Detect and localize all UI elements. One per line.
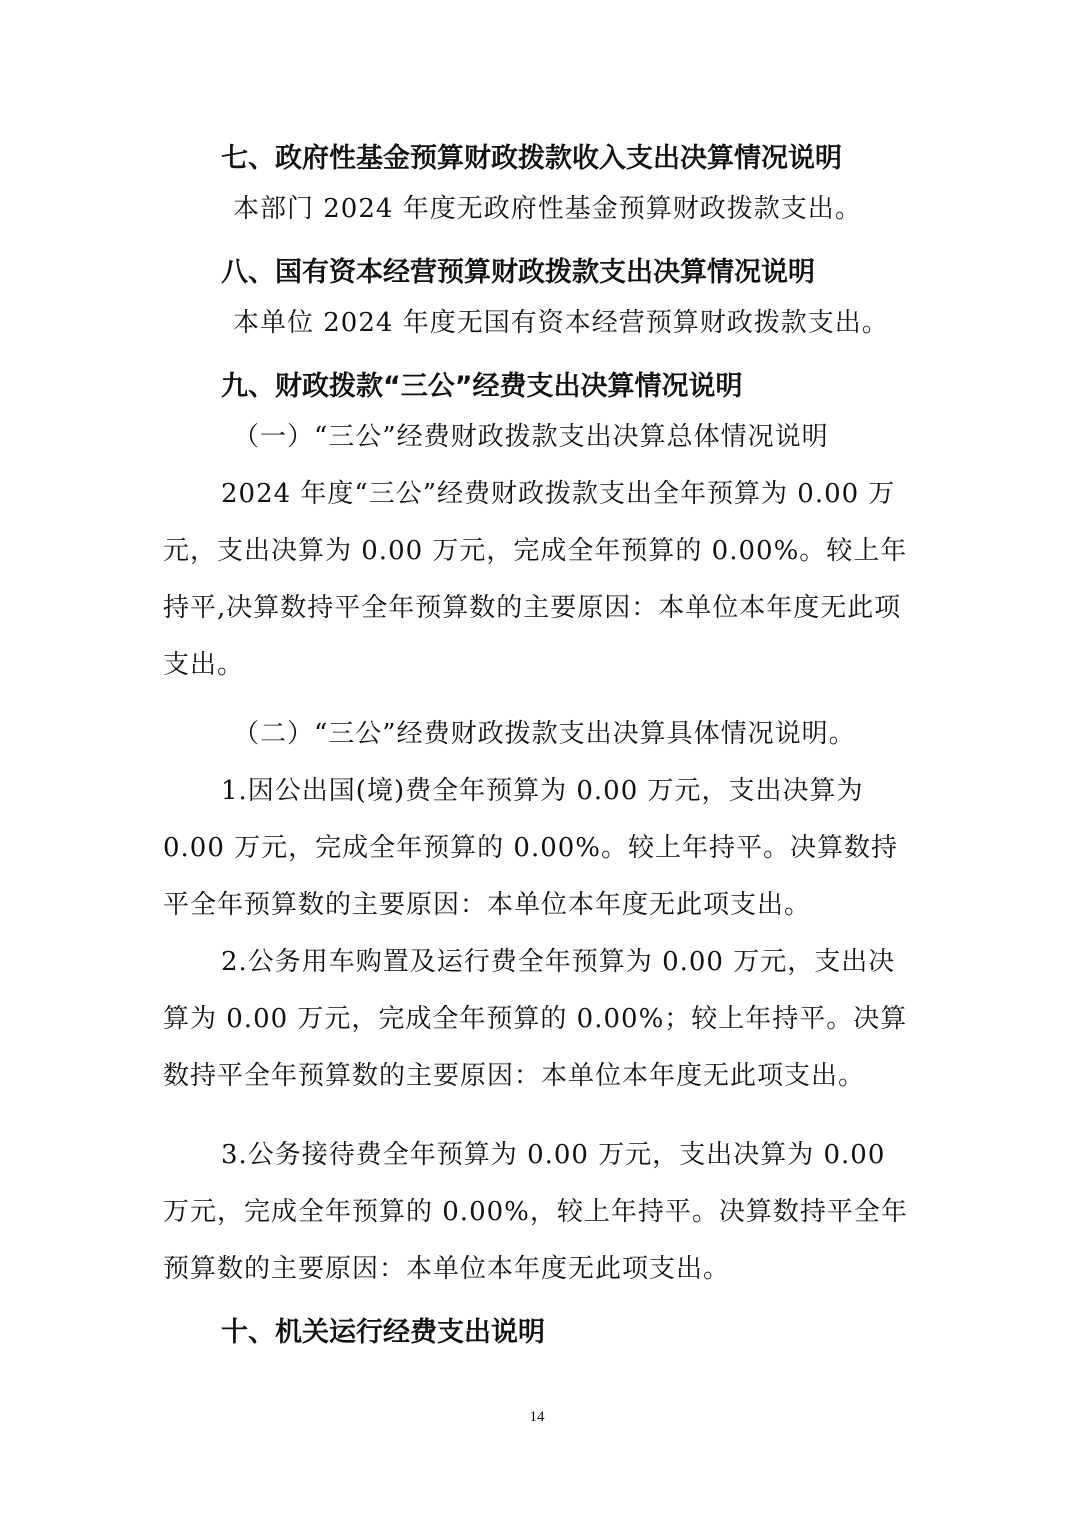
- item-2-paragraph: 2.公务用车购置及运行费全年预算为 0.00 万元，支出决算为 0.00 万元，完成全年预算的 0.00%；较上年持平。决算数持平全年预算数的主要原因：本单位本年度无此项支出。: [163, 947, 908, 1091]
- page-number: 14: [529, 1409, 545, 1425]
- section-9-subheading-1: （一）“三公”经费财政拨款支出决算总体情况说明: [233, 422, 829, 452]
- section-9-subheading-2: （二）“三公”经费财政拨款支出决算具体情况说明。: [233, 719, 856, 749]
- section-9-heading: 九、财政拨款“三公”经费支出决算情况说明: [221, 371, 743, 402]
- section-8-heading: 八、国有资本经营预算财政拨款支出决算情况说明: [221, 257, 815, 288]
- page-content: [163, 136, 915, 1355]
- section-10-heading: 十、机关运行经费支出说明: [221, 1317, 545, 1348]
- section-8-text: 本单位 2024 年度无国有资本经营预算财政拨款支出。: [233, 308, 889, 338]
- item-3-paragraph: 3.公务接待费全年预算为 0.00 万元，支出决算为 0.00 万元，完成全年预算的 0.00%，较上年持平。决算数持平全年预算数的主要原因：本单位本年度无此项支出。: [163, 1140, 908, 1284]
- section-9-sub1-paragraph: 2024 年度“三公”经费财政拨款支出全年预算为 0.00 万元，支出决算为 0.00 万元，完成全年预算的 0.00%。较上年持平,决算数持平全年预算数的主要原因：本单位本年度无此项支出。: [163, 479, 908, 680]
- section-7-text: 本部门 2024 年度无政府性基金预算财政拨款支出。: [233, 194, 862, 224]
- section-7-heading: 七、政府性基金预算财政拨款收入支出决算情况说明: [221, 143, 842, 174]
- item-1-paragraph: 1.因公出国(境)费全年预算为 0.00 万元，支出决算为 0.00 万元，完成全年预算的 0.00%。较上年持平。决算数持平全年预算数的主要原因：本单位本年度无此项支出。: [163, 776, 899, 920]
